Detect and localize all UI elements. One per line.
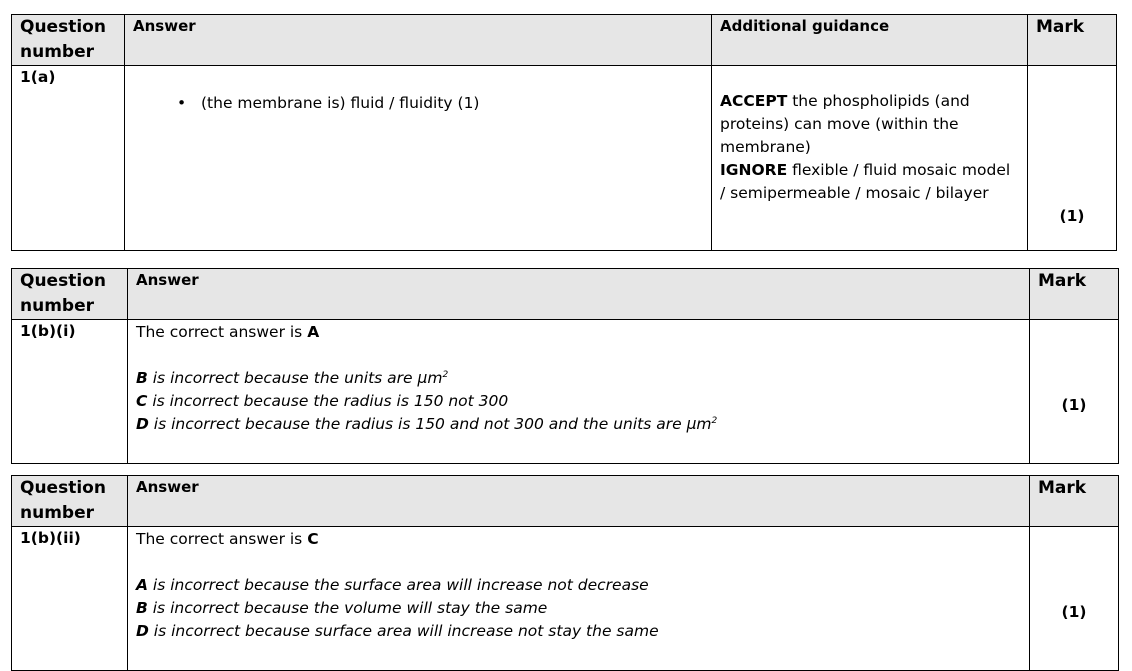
correct-letter: A: [307, 323, 320, 341]
reason-sup: 2: [442, 369, 449, 380]
reason-text: is incorrect because the radius is 150 not 300: [147, 392, 509, 410]
table-row: [12, 66, 1117, 251]
header-answer: [125, 15, 712, 66]
mark-scheme-table-1a: [11, 14, 1117, 251]
reason-letter: C: [136, 392, 148, 410]
correct-answer-line: [136, 320, 1021, 344]
mark-value: (1): [1030, 320, 1119, 464]
correct-prefix: The correct answer is: [136, 323, 308, 341]
reason-text: is incorrect because the volume will stay the same: [147, 599, 548, 617]
header-mark-text: Mark: [1038, 478, 1087, 498]
header-question-number-text: Question number: [20, 271, 106, 316]
header-answer: [128, 269, 1030, 320]
header-mark-text: Mark: [1038, 271, 1087, 291]
header-guidance-text: Additional guidance: [720, 17, 890, 35]
reason-line: [136, 413, 1021, 436]
answer-cell: [128, 320, 1030, 464]
reason-letter: B: [136, 369, 148, 387]
reason-line: [136, 574, 1021, 597]
header-question-number: [12, 15, 125, 66]
table-row: [12, 527, 1119, 671]
reason-text: is incorrect because the surface area will increase not decrease: [148, 576, 649, 594]
reason-letter: D: [136, 415, 149, 433]
reason-line: [136, 367, 1021, 390]
guidance-cell: [712, 66, 1028, 251]
correct-answer-line: [136, 527, 1021, 551]
header-answer-text: Answer: [136, 271, 199, 289]
answer-cell: [128, 527, 1030, 671]
ignore-text: flexible / fluid mosaic model / semipermeable / mosaic / bilayer: [720, 161, 1011, 202]
header-answer: [128, 476, 1030, 527]
reason-text: is incorrect because the units are μm: [147, 369, 443, 387]
question-number: 1(b)(ii): [12, 527, 128, 671]
header-question-number: [12, 269, 128, 320]
table-row: [12, 320, 1119, 464]
correct-letter: C: [307, 530, 319, 548]
reason-line: [136, 597, 1021, 620]
header-answer-text: Answer: [136, 478, 199, 496]
header-question-number-text: Question number: [20, 17, 106, 62]
header-answer-text: Answer: [133, 17, 196, 35]
answer-list: [133, 92, 703, 115]
mark-value: (1): [1030, 527, 1119, 671]
header-mark: [1030, 476, 1119, 527]
reason-line: [136, 620, 1021, 643]
reason-letter: B: [136, 599, 148, 617]
reason-letter: A: [136, 576, 148, 594]
header-question-number-text: Question number: [20, 478, 106, 523]
reason-text: is incorrect because surface area will increase not stay the same: [148, 622, 659, 640]
question-number: 1(a): [12, 66, 125, 251]
header-mark-text: Mark: [1036, 17, 1085, 37]
header-row: [12, 269, 1119, 320]
reason-letter: D: [136, 622, 149, 640]
accept-label: ACCEPT: [720, 92, 788, 110]
spacer: [136, 344, 1021, 367]
ignore-label: IGNORE: [720, 161, 788, 179]
reason-sup: 2: [711, 415, 718, 426]
header-mark: [1030, 269, 1119, 320]
header-question-number: [12, 476, 128, 527]
mark-scheme-table-1bi: [11, 268, 1119, 464]
header-row: [12, 476, 1119, 527]
answer-bullet: • (the membrane is) fluid / fluidity (1): [201, 92, 703, 115]
header-row: [12, 15, 1117, 66]
spacer: [136, 551, 1021, 574]
mark-scheme-table-1bii: [11, 475, 1119, 671]
header-additional-guidance: [712, 15, 1028, 66]
answer-cell: [125, 66, 712, 251]
correct-prefix: The correct answer is: [136, 530, 308, 548]
mark-value: (1): [1028, 66, 1117, 251]
header-mark: [1028, 15, 1117, 66]
question-number: 1(b)(i): [12, 320, 128, 464]
accept-text: the phospholipids (and proteins) can move (within the membrane): [720, 92, 970, 156]
reason-line: [136, 390, 1021, 413]
reason-text: is incorrect because the radius is 150 and not 300 and the units are μm: [148, 415, 712, 433]
